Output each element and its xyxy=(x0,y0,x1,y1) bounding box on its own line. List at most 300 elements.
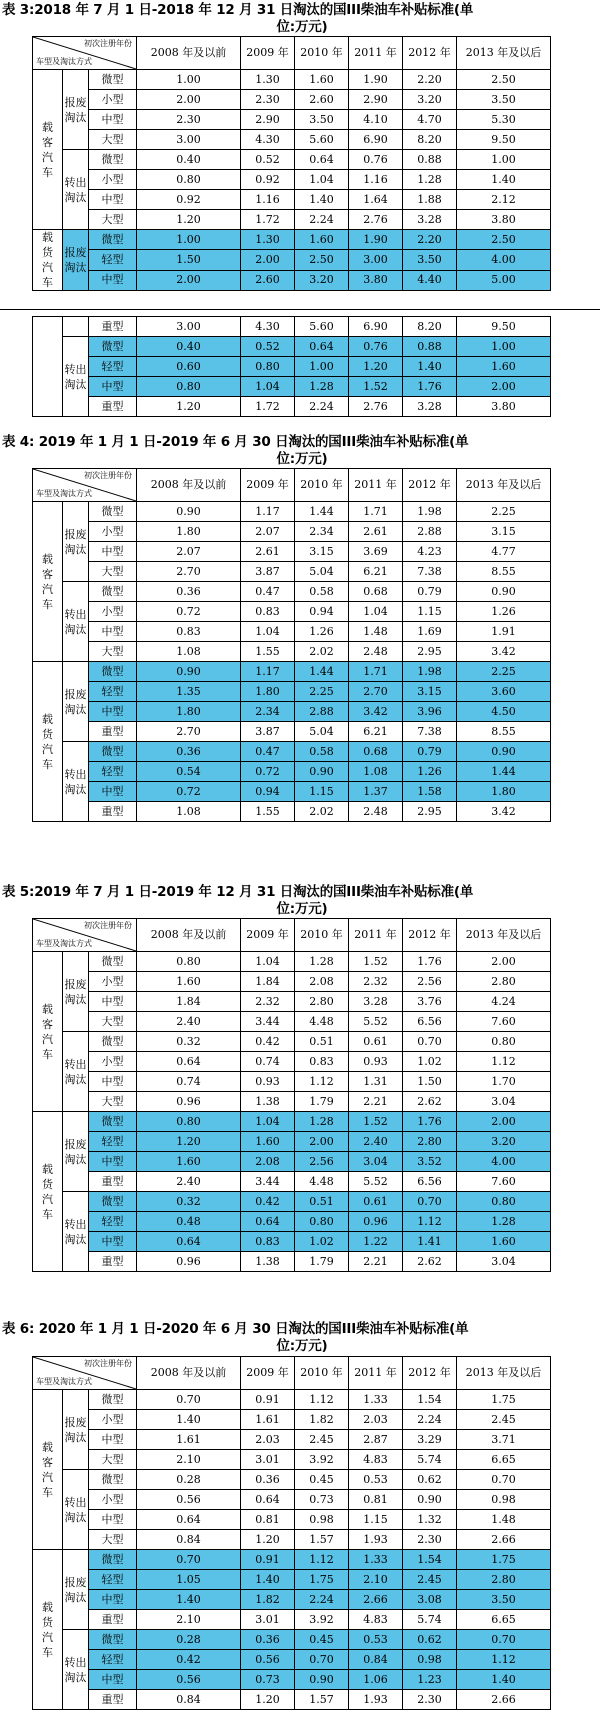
vehicle-size-cell: 微型 xyxy=(89,230,137,250)
subsidy-value-cell: 5.04 xyxy=(295,562,349,582)
subsidy-value-cell: 4.23 xyxy=(403,542,457,562)
subsidy-value-cell: 1.60 xyxy=(457,357,551,377)
subsidy-value-cell: 9.50 xyxy=(457,130,551,150)
year-header: 2011 年 xyxy=(349,919,403,952)
table-row xyxy=(33,1530,551,1550)
subsidy-value-cell: 7.38 xyxy=(403,562,457,582)
table-title-line1: 表 5:2019 年 7 月 1 日-2019 年 12 月 31 日淘汰的国III柴油车补贴标准(单 xyxy=(2,884,474,900)
subsidy-value-cell: 6.65 xyxy=(457,1610,551,1630)
subsidy-value-cell: 2.56 xyxy=(403,972,457,992)
subsidy-value-cell: 1.60 xyxy=(241,1132,295,1152)
vehicle-size-cell: 微型 xyxy=(89,1470,137,1490)
subsidy-value-cell: 1.08 xyxy=(349,762,403,782)
subsidy-value-cell: 1.54 xyxy=(403,1550,457,1570)
disposal-mode-cell xyxy=(63,317,89,337)
subsidy-value-cell: 0.45 xyxy=(295,1630,349,1650)
year-header: 2009 年 xyxy=(241,1357,295,1390)
subsidy-value-cell: 0.93 xyxy=(241,1072,295,1092)
subsidy-value-cell: 2.62 xyxy=(403,1252,457,1272)
subsidy-value-cell: 9.50 xyxy=(457,317,551,337)
table-row xyxy=(33,622,551,642)
disposal-mode-cell: 报废 淘汰 xyxy=(63,1550,89,1630)
subsidy-value-cell: 0.90 xyxy=(295,1670,349,1690)
subsidy-value-cell: 4.48 xyxy=(295,1172,349,1192)
subsidy-value-cell: 2.80 xyxy=(457,1570,551,1590)
subsidy-value-cell: 0.84 xyxy=(137,1690,241,1710)
table-row xyxy=(33,1152,551,1172)
subsidy-value-cell: 3.04 xyxy=(457,1092,551,1112)
year-header: 2008 年及以前 xyxy=(137,469,241,502)
table-row xyxy=(33,802,551,822)
table-row xyxy=(33,952,551,972)
subsidy-value-cell: 4.77 xyxy=(457,542,551,562)
subsidy-value-cell: 2.70 xyxy=(349,682,403,702)
table-row xyxy=(33,502,551,522)
subsidy-value-cell: 1.06 xyxy=(349,1670,403,1690)
table-row xyxy=(33,1490,551,1510)
subsidy-value-cell: 2.40 xyxy=(137,1172,241,1192)
subsidy-value-cell: 2.61 xyxy=(349,522,403,542)
subsidy-value-cell: 1.60 xyxy=(137,972,241,992)
table-row xyxy=(33,1610,551,1630)
year-header: 2008 年及以前 xyxy=(137,37,241,70)
subsidy-value-cell: 1.28 xyxy=(295,377,349,397)
year-header: 2011 年 xyxy=(349,1357,403,1390)
subsidy-value-cell: 0.42 xyxy=(241,1032,295,1052)
subsidy-value-cell: 4.50 xyxy=(457,702,551,722)
table-row xyxy=(33,1212,551,1232)
subsidy-value-cell: 0.72 xyxy=(241,762,295,782)
subsidy-value-cell: 2.60 xyxy=(295,90,349,110)
vehicle-size-cell: 小型 xyxy=(89,602,137,622)
subsidy-value-cell: 0.93 xyxy=(349,1052,403,1072)
subsidy-value-cell: 3.04 xyxy=(457,1252,551,1272)
table-title-line2: 位:万元) xyxy=(276,19,328,35)
subsidy-value-cell: 3.15 xyxy=(403,682,457,702)
table-row xyxy=(33,1450,551,1470)
vehicle-size-cell: 轻型 xyxy=(89,682,137,702)
subsidy-value-cell: 3.76 xyxy=(403,992,457,1012)
subsidy-value-cell: 4.70 xyxy=(403,110,457,130)
year-header: 2013 年及以后 xyxy=(457,37,551,70)
subsidy-value-cell: 1.28 xyxy=(403,170,457,190)
header-corner-cell xyxy=(33,469,137,502)
vehicle-category-cell: 载 货 汽 车 xyxy=(33,230,63,291)
vehicle-size-cell: 重型 xyxy=(89,722,137,742)
table-row xyxy=(33,337,551,357)
subsidy-value-cell: 2.40 xyxy=(137,1012,241,1032)
subsidy-value-cell: 3.29 xyxy=(403,1430,457,1450)
year-header: 2009 年 xyxy=(241,469,295,502)
subsidy-value-cell: 0.81 xyxy=(349,1490,403,1510)
table-row xyxy=(33,1670,551,1690)
subsidy-value-cell: 2.95 xyxy=(403,642,457,662)
subsidy-value-cell: 1.64 xyxy=(349,190,403,210)
subsidy-value-cell: 1.76 xyxy=(403,952,457,972)
subsidy-value-cell: 5.30 xyxy=(457,110,551,130)
vehicle-size-cell: 微型 xyxy=(89,1032,137,1052)
subsidy-value-cell: 1.28 xyxy=(295,952,349,972)
vehicle-size-cell: 中型 xyxy=(89,782,137,802)
subsidy-value-cell: 0.70 xyxy=(403,1192,457,1212)
subsidy-value-cell: 0.61 xyxy=(349,1192,403,1212)
subsidy-value-cell: 1.22 xyxy=(349,1232,403,1252)
subsidy-value-cell: 4.10 xyxy=(349,110,403,130)
subsidy-value-cell: 2.34 xyxy=(295,522,349,542)
table-row xyxy=(33,522,551,542)
page-break-rule xyxy=(0,309,600,310)
table-row xyxy=(33,782,551,802)
subsidy-value-cell: 1.40 xyxy=(295,190,349,210)
table-row xyxy=(33,1630,551,1650)
vehicle-size-cell: 微型 xyxy=(89,662,137,682)
subsidy-value-cell: 0.73 xyxy=(295,1490,349,1510)
subsidy-value-cell: 1.76 xyxy=(403,1112,457,1132)
subsidy-value-cell: 1.12 xyxy=(457,1052,551,1072)
subsidy-value-cell: 3.01 xyxy=(241,1610,295,1630)
subsidy-value-cell: 0.83 xyxy=(241,602,295,622)
subsidy-value-cell: 1.98 xyxy=(403,662,457,682)
vehicle-category-cell: 载 货 汽 车 xyxy=(33,662,63,822)
subsidy-value-cell: 3.87 xyxy=(241,562,295,582)
subsidy-value-cell: 2.00 xyxy=(457,377,551,397)
table-row xyxy=(33,662,551,682)
subsidy-value-cell: 1.05 xyxy=(137,1570,241,1590)
subsidy-value-cell: 5.04 xyxy=(295,722,349,742)
table-row xyxy=(33,762,551,782)
subsidy-value-cell: 0.68 xyxy=(349,582,403,602)
table-row xyxy=(33,90,551,110)
subsidy-value-cell: 0.58 xyxy=(295,582,349,602)
subsidy-value-cell: 1.02 xyxy=(295,1232,349,1252)
vehicle-size-cell: 微型 xyxy=(89,582,137,602)
vehicle-size-cell: 大型 xyxy=(89,1092,137,1112)
table-row xyxy=(33,642,551,662)
subsidy-value-cell: 1.17 xyxy=(241,662,295,682)
subsidy-value-cell: 2.88 xyxy=(403,522,457,542)
subsidy-value-cell: 3.92 xyxy=(295,1450,349,1470)
subsidy-value-cell: 2.95 xyxy=(403,802,457,822)
table-row xyxy=(33,1390,551,1410)
year-header: 2011 年 xyxy=(349,37,403,70)
subsidy-value-cell: 3.28 xyxy=(403,397,457,417)
subsidy-value-cell: 0.51 xyxy=(295,1192,349,1212)
subsidy-value-cell: 1.32 xyxy=(403,1510,457,1530)
subsidy-value-cell: 0.28 xyxy=(137,1470,241,1490)
vehicle-size-cell: 小型 xyxy=(89,972,137,992)
vehicle-size-cell: 大型 xyxy=(89,1012,137,1032)
table-row xyxy=(33,1410,551,1430)
subsidy-value-cell: 0.90 xyxy=(457,742,551,762)
subsidy-value-cell: 2.50 xyxy=(457,230,551,250)
subsidy-value-cell: 0.36 xyxy=(241,1630,295,1650)
subsidy-value-cell: 1.04 xyxy=(241,1112,295,1132)
subsidy-value-cell: 8.20 xyxy=(403,130,457,150)
subsidy-value-cell: 2.45 xyxy=(457,1410,551,1430)
year-header: 2012 年 xyxy=(403,1357,457,1390)
subsidy-value-cell: 8.20 xyxy=(403,317,457,337)
subsidy-value-cell: 2.66 xyxy=(457,1530,551,1550)
subsidy-value-cell: 1.12 xyxy=(295,1390,349,1410)
subsidy-value-cell: 1.58 xyxy=(403,782,457,802)
subsidy-value-cell: 1.12 xyxy=(457,1650,551,1670)
subsidy-value-cell: 2.24 xyxy=(295,210,349,230)
subsidy-value-cell: 2.00 xyxy=(457,1112,551,1132)
subsidy-value-cell: 0.64 xyxy=(137,1052,241,1072)
subsidy-value-cell: 3.15 xyxy=(295,542,349,562)
vehicle-size-cell: 小型 xyxy=(89,1052,137,1072)
subsidy-value-cell: 0.74 xyxy=(241,1052,295,1072)
subsidy-value-cell: 5.74 xyxy=(403,1450,457,1470)
subsidy-value-cell: 2.32 xyxy=(241,992,295,1012)
subsidy-value-cell: 1.48 xyxy=(349,622,403,642)
subsidy-value-cell: 0.80 xyxy=(457,1032,551,1052)
subsidy-value-cell: 1.57 xyxy=(295,1690,349,1710)
table-row xyxy=(33,722,551,742)
subsidy-value-cell: 1.50 xyxy=(137,250,241,270)
vehicle-size-cell: 大型 xyxy=(89,1530,137,1550)
subsidy-value-cell: 0.48 xyxy=(137,1212,241,1232)
subsidy-value-cell: 1.44 xyxy=(295,502,349,522)
subsidy-value-cell: 3.60 xyxy=(457,682,551,702)
corner-label-type: 车型及淘汰方式 xyxy=(36,1377,92,1386)
subsidy-value-cell: 1.80 xyxy=(137,702,241,722)
subsidy-value-cell: 3.28 xyxy=(403,210,457,230)
subsidy-value-cell: 1.12 xyxy=(403,1212,457,1232)
subsidy-value-cell: 3.00 xyxy=(349,250,403,270)
disposal-mode-cell: 转出 淘汰 xyxy=(63,150,89,230)
table-row xyxy=(33,682,551,702)
subsidy-value-cell: 1.00 xyxy=(295,357,349,377)
subsidy-value-cell: 1.61 xyxy=(241,1410,295,1430)
subsidy-value-cell: 0.47 xyxy=(241,582,295,602)
vehicle-size-cell: 轻型 xyxy=(89,1650,137,1670)
subsidy-value-cell: 1.30 xyxy=(241,230,295,250)
subsidy-value-cell: 2.20 xyxy=(403,70,457,90)
subsidy-value-cell: 1.00 xyxy=(457,150,551,170)
subsidy-value-cell: 2.48 xyxy=(349,802,403,822)
subsidy-value-cell: 2.48 xyxy=(349,642,403,662)
year-header: 2009 年 xyxy=(241,37,295,70)
vehicle-size-cell: 轻型 xyxy=(89,357,137,377)
subsidy-value-cell: 5.52 xyxy=(349,1012,403,1032)
subsidy-value-cell: 5.60 xyxy=(295,130,349,150)
year-header: 2013 年及以后 xyxy=(457,469,551,502)
vehicle-size-cell: 大型 xyxy=(89,642,137,662)
subsidy-value-cell: 0.62 xyxy=(403,1630,457,1650)
subsidy-value-cell: 0.51 xyxy=(295,1032,349,1052)
subsidy-value-cell: 0.56 xyxy=(241,1650,295,1670)
subsidy-value-cell: 1.54 xyxy=(403,1390,457,1410)
vehicle-size-cell: 小型 xyxy=(89,522,137,542)
subsidy-value-cell: 1.20 xyxy=(349,357,403,377)
subsidy-value-cell: 2.50 xyxy=(295,250,349,270)
corner-label-year: 初次注册年份 xyxy=(84,471,133,480)
subsidy-value-cell: 1.80 xyxy=(137,522,241,542)
subsidy-value-cell: 2.24 xyxy=(295,397,349,417)
subsidy-value-cell: 0.88 xyxy=(403,150,457,170)
header-row xyxy=(33,1357,551,1390)
subsidy-value-cell: 1.93 xyxy=(349,1530,403,1550)
vehicle-size-cell: 微型 xyxy=(89,952,137,972)
vehicle-category-cell: 载 货 汽 车 xyxy=(33,1550,63,1710)
subsidy-value-cell: 0.80 xyxy=(137,170,241,190)
table-row xyxy=(33,1690,551,1710)
year-header: 2008 年及以前 xyxy=(137,1357,241,1390)
subsidy-table xyxy=(32,918,551,1272)
vehicle-size-cell: 重型 xyxy=(89,397,137,417)
subsidy-value-cell: 2.00 xyxy=(241,250,295,270)
subsidy-value-cell: 1.00 xyxy=(137,70,241,90)
subsidy-value-cell: 2.61 xyxy=(241,542,295,562)
subsidy-value-cell: 1.40 xyxy=(457,1670,551,1690)
subsidy-value-cell: 2.24 xyxy=(403,1410,457,1430)
subsidy-value-cell: 1.23 xyxy=(403,1670,457,1690)
vehicle-size-cell: 小型 xyxy=(89,90,137,110)
table-row xyxy=(33,602,551,622)
subsidy-value-cell: 3.50 xyxy=(457,1590,551,1610)
subsidy-value-cell: 6.21 xyxy=(349,722,403,742)
subsidy-value-cell: 1.84 xyxy=(137,992,241,1012)
vehicle-size-cell: 微型 xyxy=(89,742,137,762)
subsidy-value-cell: 0.40 xyxy=(137,150,241,170)
subsidy-value-cell: 6.56 xyxy=(403,1172,457,1192)
vehicle-category-cell: 载 客 汽 车 xyxy=(33,1390,63,1550)
subsidy-value-cell: 1.90 xyxy=(349,230,403,250)
subsidy-value-cell: 2.80 xyxy=(403,1132,457,1152)
vehicle-size-cell: 中型 xyxy=(89,622,137,642)
subsidy-value-cell: 2.40 xyxy=(349,1132,403,1152)
subsidy-value-cell: 0.80 xyxy=(137,952,241,972)
subsidy-value-cell: 3.00 xyxy=(137,130,241,150)
vehicle-size-cell: 中型 xyxy=(89,542,137,562)
corner-label-type: 车型及淘汰方式 xyxy=(36,57,92,66)
subsidy-value-cell: 1.82 xyxy=(295,1410,349,1430)
subsidy-value-cell: 2.10 xyxy=(137,1450,241,1470)
subsidy-value-cell: 2.30 xyxy=(241,90,295,110)
year-header: 2012 年 xyxy=(403,919,457,952)
subsidy-value-cell: 0.54 xyxy=(137,762,241,782)
subsidy-value-cell: 1.72 xyxy=(241,210,295,230)
table-title xyxy=(0,2,600,36)
subsidy-value-cell: 1.20 xyxy=(241,1690,295,1710)
subsidy-value-cell: 0.56 xyxy=(137,1490,241,1510)
subsidy-value-cell: 1.26 xyxy=(295,622,349,642)
subsidy-value-cell: 0.96 xyxy=(349,1212,403,1232)
disposal-mode-cell: 报废 淘汰 xyxy=(63,662,89,742)
subsidy-value-cell: 0.80 xyxy=(295,1212,349,1232)
vehicle-size-cell: 轻型 xyxy=(89,250,137,270)
subsidy-value-cell: 0.80 xyxy=(241,357,295,377)
table-title-line2: 位:万元) xyxy=(276,901,328,917)
subsidy-value-cell: 0.83 xyxy=(295,1052,349,1072)
subsidy-value-cell: 7.38 xyxy=(403,722,457,742)
subsidy-value-cell: 1.41 xyxy=(403,1232,457,1252)
subsidy-value-cell: 3.04 xyxy=(349,1152,403,1172)
subsidy-value-cell: 1.61 xyxy=(137,1430,241,1450)
table-row xyxy=(33,562,551,582)
table-row xyxy=(33,230,551,250)
disposal-mode-cell: 转出 淘汰 xyxy=(63,582,89,662)
subsidy-value-cell: 2.20 xyxy=(403,230,457,250)
subsidy-value-cell: 1.70 xyxy=(457,1072,551,1092)
subsidy-value-cell: 1.79 xyxy=(295,1252,349,1272)
subsidy-value-cell: 0.84 xyxy=(349,1650,403,1670)
table-title xyxy=(0,434,600,468)
subsidy-value-cell: 0.47 xyxy=(241,742,295,762)
subsidy-value-cell: 1.55 xyxy=(241,642,295,662)
subsidy-table xyxy=(32,468,551,822)
subsidy-value-cell: 2.70 xyxy=(137,562,241,582)
subsidy-value-cell: 1.76 xyxy=(403,377,457,397)
vehicle-size-cell: 微型 xyxy=(89,1112,137,1132)
subsidy-value-cell: 2.30 xyxy=(403,1690,457,1710)
vehicle-category-cell xyxy=(33,317,63,417)
subsidy-value-cell: 0.80 xyxy=(457,1192,551,1212)
subsidy-value-cell: 3.15 xyxy=(457,522,551,542)
table-row xyxy=(33,972,551,992)
table-title xyxy=(0,1321,600,1355)
subsidy-value-cell: 1.16 xyxy=(241,190,295,210)
subsidy-value-cell: 0.72 xyxy=(137,602,241,622)
subsidy-value-cell: 1.15 xyxy=(295,782,349,802)
subsidy-value-cell: 1.37 xyxy=(349,782,403,802)
table-row xyxy=(33,70,551,90)
subsidy-value-cell: 0.32 xyxy=(137,1192,241,1212)
subsidy-value-cell: 2.21 xyxy=(349,1092,403,1112)
vehicle-size-cell: 中型 xyxy=(89,110,137,130)
subsidy-value-cell: 6.56 xyxy=(403,1012,457,1032)
table-row xyxy=(33,1510,551,1530)
subsidy-value-cell: 0.76 xyxy=(349,150,403,170)
disposal-mode-cell: 转出 淘汰 xyxy=(63,1192,89,1272)
subsidy-value-cell: 2.00 xyxy=(295,1132,349,1152)
subsidy-value-cell: 2.66 xyxy=(457,1690,551,1710)
subsidy-value-cell: 1.04 xyxy=(241,952,295,972)
subsidy-value-cell: 1.33 xyxy=(349,1550,403,1570)
subsidy-value-cell: 1.40 xyxy=(403,357,457,377)
subsidy-value-cell: 0.83 xyxy=(137,622,241,642)
subsidy-value-cell: 1.30 xyxy=(241,70,295,90)
subsidy-value-cell: 3.08 xyxy=(403,1590,457,1610)
subsidy-value-cell: 0.40 xyxy=(137,337,241,357)
subsidy-value-cell: 1.35 xyxy=(137,682,241,702)
subsidy-value-cell: 2.45 xyxy=(403,1570,457,1590)
subsidy-value-cell: 8.55 xyxy=(457,722,551,742)
subsidy-value-cell: 2.87 xyxy=(349,1430,403,1450)
vehicle-size-cell: 中型 xyxy=(89,1510,137,1530)
subsidy-value-cell: 4.30 xyxy=(241,130,295,150)
subsidy-value-cell: 0.62 xyxy=(403,1470,457,1490)
table-row xyxy=(33,377,551,397)
subsidy-value-cell: 0.83 xyxy=(241,1232,295,1252)
subsidy-value-cell: 0.91 xyxy=(241,1390,295,1410)
disposal-mode-cell: 报废 淘汰 xyxy=(63,952,89,1032)
subsidy-value-cell: 2.00 xyxy=(137,90,241,110)
subsidy-value-cell: 0.70 xyxy=(137,1550,241,1570)
subsidy-value-cell: 2.60 xyxy=(241,270,295,290)
subsidy-value-cell: 2.70 xyxy=(137,722,241,742)
table-row xyxy=(33,1092,551,1112)
vehicle-size-cell: 中型 xyxy=(89,702,137,722)
subsidy-value-cell: 4.30 xyxy=(241,317,295,337)
vehicle-size-cell: 中型 xyxy=(89,1430,137,1450)
subsidy-value-cell: 0.32 xyxy=(137,1032,241,1052)
subsidy-value-cell: 2.21 xyxy=(349,1252,403,1272)
table-row xyxy=(33,1430,551,1450)
subsidy-value-cell: 3.80 xyxy=(457,397,551,417)
table-row xyxy=(33,1012,551,1032)
